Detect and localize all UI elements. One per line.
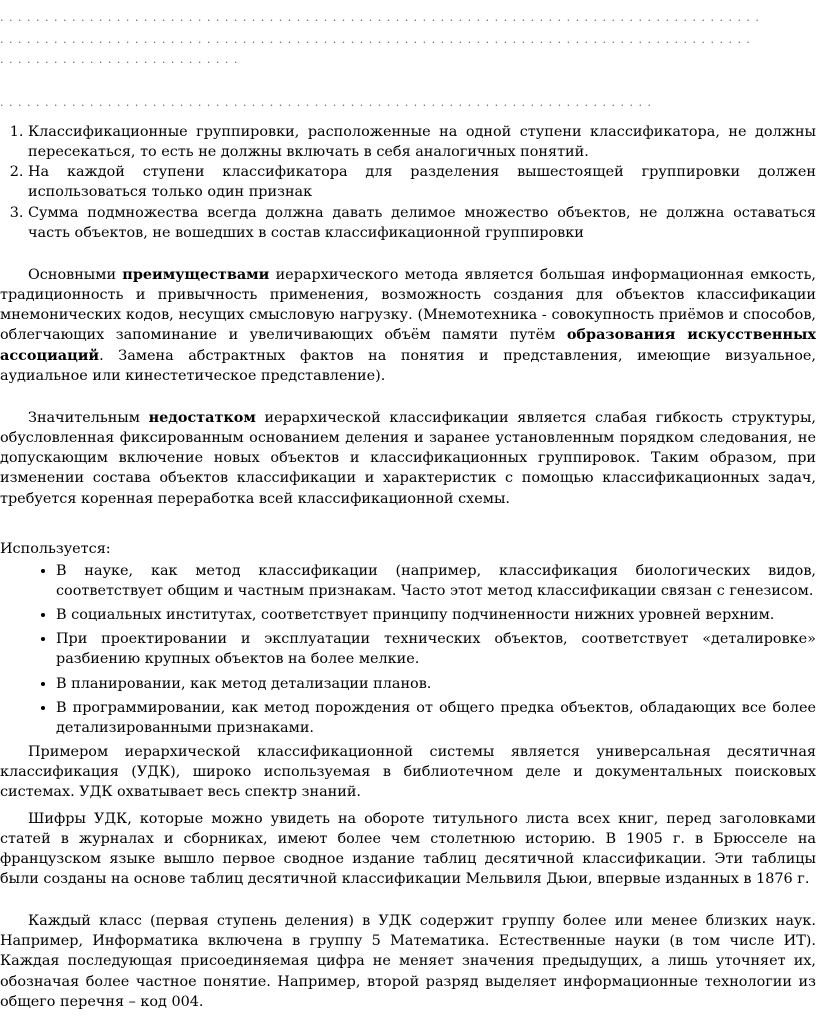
- advantages-paragraph: Основными преимуществами иерархического метода является большая информационная емкость, традиционность и привычность применения, возможность создания для объектов классификации мнемонических кодов, несущих смысловую нагрузку. (Мнемотехника - совокупность приёмов и способов, облегчающих запоминание и увеличивающих объём памяти путём образования искусственных ассоциаций. Замена абстрактных фактов на понятия и представления, имеющие визуальное, аудиальное или кинестетическое представление).: [0, 265, 816, 384]
- usage-item: • В планировании, как метод детализации планов.: [56, 674, 816, 694]
- associations-term: образования искусственных ассоциаций: [0, 326, 816, 364]
- disadvantage-paragraph: Значительным недостатком иерархической классификации является слабая гибкость структуры, обусловленная фиксированным основанием деления и заранее установленным порядком следования, не допускающим включение новых объектов и классификационных группировок. Таким образом, при изменении состава объектов классификации и характеристик с помощью классификационных задач, требуется коренная переработка всей классификационной схемы.: [0, 408, 816, 507]
- usage-item: • В программировании, как метод порождения от общего предка объектов, обладающих все более детализированными признаками.: [56, 698, 816, 738]
- header-dot-line-1: . . . . . . . . . . . . . . . . . . . . . . . . . . . . . . . . . . . . . . . . . . . . . . . . . . . . . . . . . . . . . . . . . . . . . . . . . . . . . . . . . . . . .: [0, 11, 760, 24]
- document-body: [0, 122, 816, 1012]
- header-dot-line-2: . . . . . . . . . . . . . . . . . . . . . . . . . . . . . . . . . . . . . . . . . . . . . . . . . . . . . . . . . . . . . . . . . . . . . . . . . . . . . . . . . . . .: [0, 33, 751, 46]
- usage-item: • В науке, как метод классификации (например, классификация биологических видов, соответствует общим и частным признакам. Часто этот метод классификации связан с генезисом.: [56, 561, 816, 601]
- udk-history-paragraph: Шифры УДК, которые можно увидеть на обороте титульного листа всех книг, перед заголовками статей в журналах и сборниках, имеют более чем столетнюю историю. В 1905 г. в Брюсселе на французском языке вышло первое сводное издание таблиц десятичной классификации. Эти таблицы были созданы на основе таблиц десятичной классификации Мельвиля Дьюи, впервые изданных в 1876 г.: [0, 810, 816, 887]
- usage-list: [0, 561, 816, 738]
- disadvantage-term: недостатком: [148, 408, 256, 426]
- rules-list: [0, 122, 816, 243]
- rule-item: 1. Классификационные группировки, расположенные на одной ступени классификатора, не должны пересекаться, то есть не должны включать в себя аналогичных понятий.: [28, 122, 816, 162]
- header-dot-line-3: . . . . . . . . . . . . . . . . . . . . . . . . . . .: [0, 53, 239, 66]
- udk-paragraph: Примером иерархической классификационной системы является универсальная десятичная классификация (УДК), широко используемая в библиотечном деле и документальных поисковых системах. УДК охватывает весь спектр знаний.: [0, 744, 816, 801]
- udk-classes-paragraph: Каждый класс (первая ступень деления) в УДК содержит группу более или менее близких наук. Например, Информатика включена в группу 5 Математика. Естественные науки (в том числе ИТ). Каждая последующая присоединяемая цифра не меняет значения предыдущих, а лишь уточняет их, обозначая более частное понятие. Например, второй разряд выделяет информационные технологии из общего перечня – код 004.: [0, 913, 816, 1010]
- usage-item: • При проектировании и эксплуатации технических объектов, соответствует «деталировке» разбиению крупных объектов на более мелкие.: [56, 629, 816, 669]
- usage-heading: Используется:: [0, 540, 111, 557]
- advantages-term: преимуществами: [122, 265, 270, 283]
- usage-item: • В социальных институтах, соответствует принципу подчиненности нижних уровней верхним.: [56, 605, 816, 625]
- rule-item: 3. Сумма подмножества всегда должна давать делимое множество объектов, не должна оставаться часть объектов, не вошедших в состав классификационной группировки: [28, 203, 816, 243]
- rule-item: 2. На каждой ступени классификатора для разделения вышестоящей группировки должен использоваться только один признак: [28, 162, 816, 202]
- header-dot-line-4: . . . . . . . . . . . . . . . . . . . . . . . . . . . . . . . . . . . . . . . . . . . . . . . . . . . . . . . . . . . . . . . . . . . . . . . . .: [0, 96, 653, 109]
